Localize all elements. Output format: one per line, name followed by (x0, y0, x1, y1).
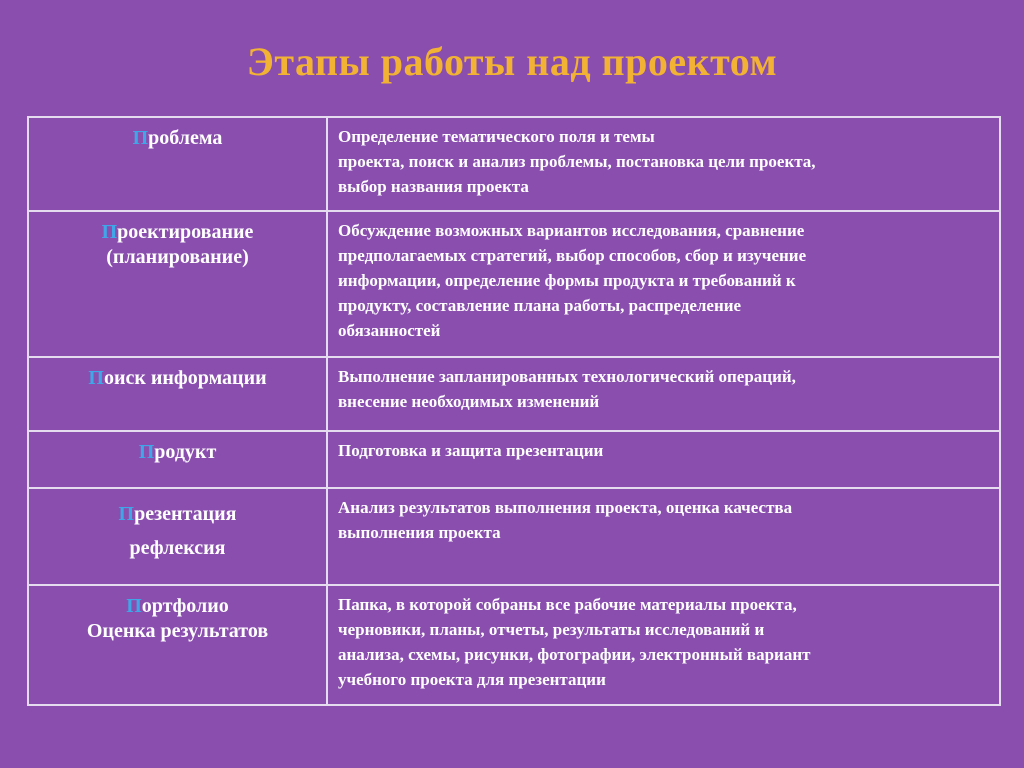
description-line: Выполнение запланированных технологический операций, (338, 367, 796, 386)
stage-subtitle: Оценка результатов (86, 620, 269, 642)
description-cell (327, 357, 1000, 431)
description-line: Анализ результатов выполнения проекта, оценка качества (338, 498, 793, 517)
description-line: информации, определение формы продукта и требований к (338, 271, 796, 290)
description-cell (327, 431, 1000, 488)
description-line: проекта, поиск и анализ проблемы, постановка цели проекта, (338, 152, 816, 171)
stage-name: роблема (148, 127, 223, 149)
description-cell (327, 585, 1000, 705)
stage-cell-problem (28, 117, 327, 211)
page-title: Этапы работы над проектом (246, 39, 778, 84)
table-row (28, 431, 1000, 488)
description-cell (327, 117, 1000, 211)
description-line: внесение необходимых изменений (338, 392, 600, 411)
stage-subtitle: (планирование) (106, 246, 249, 268)
stage-subtitle: рефлексия (129, 537, 226, 559)
description-line: черновики, планы, отчеты, результаты исследований и (338, 620, 765, 639)
table-row (28, 488, 1000, 585)
description-line: учебного проекта для презентации (338, 670, 606, 689)
stage-initial: П (132, 127, 149, 149)
description-line: предполагаемых стратегий, выбор способов, сбор и изучение (338, 246, 807, 265)
description-cell (327, 211, 1000, 357)
description-line: Подготовка и защита презентации (338, 441, 604, 460)
description-line: Обсуждение возможных вариантов исследования, сравнение (338, 221, 805, 240)
stage-cell-product (28, 431, 327, 488)
description-line: Определение тематического поля и темы (338, 127, 655, 146)
description-line: выполнения проекта (338, 523, 501, 542)
stage-name: оиск информации (103, 367, 267, 389)
stage-initial: П (118, 503, 135, 525)
stage-initial: П (138, 441, 155, 463)
stage-cell-info-search (28, 357, 327, 431)
stage-cell-presentation (28, 488, 327, 585)
stage-name: роектирование (117, 221, 254, 243)
stage-initial: П (126, 595, 142, 617)
description-line: Папка, в которой собраны все рабочие материалы проекта, (338, 595, 797, 614)
stage-name: резентация (134, 503, 237, 525)
description-cell (327, 488, 1000, 585)
description-line: анализа, схемы, рисунки, фотографии, электронный вариант (338, 645, 811, 664)
stage-name: родукт (154, 441, 217, 463)
stage-name: ортфолио (141, 595, 229, 617)
stage-initial: П (88, 367, 104, 389)
table-row (28, 357, 1000, 431)
project-stages-table (27, 116, 1001, 706)
table-row (28, 117, 1000, 211)
stage-initial: П (101, 221, 118, 243)
table-row (28, 211, 1000, 357)
description-line: обязанностей (338, 321, 441, 340)
description-line: выбор названия проекта (338, 177, 529, 196)
stage-cell-design (28, 211, 327, 357)
description-line: продукту, составление плана работы, распределение (338, 296, 742, 315)
stage-cell-portfolio (28, 585, 327, 705)
table-row (28, 585, 1000, 705)
